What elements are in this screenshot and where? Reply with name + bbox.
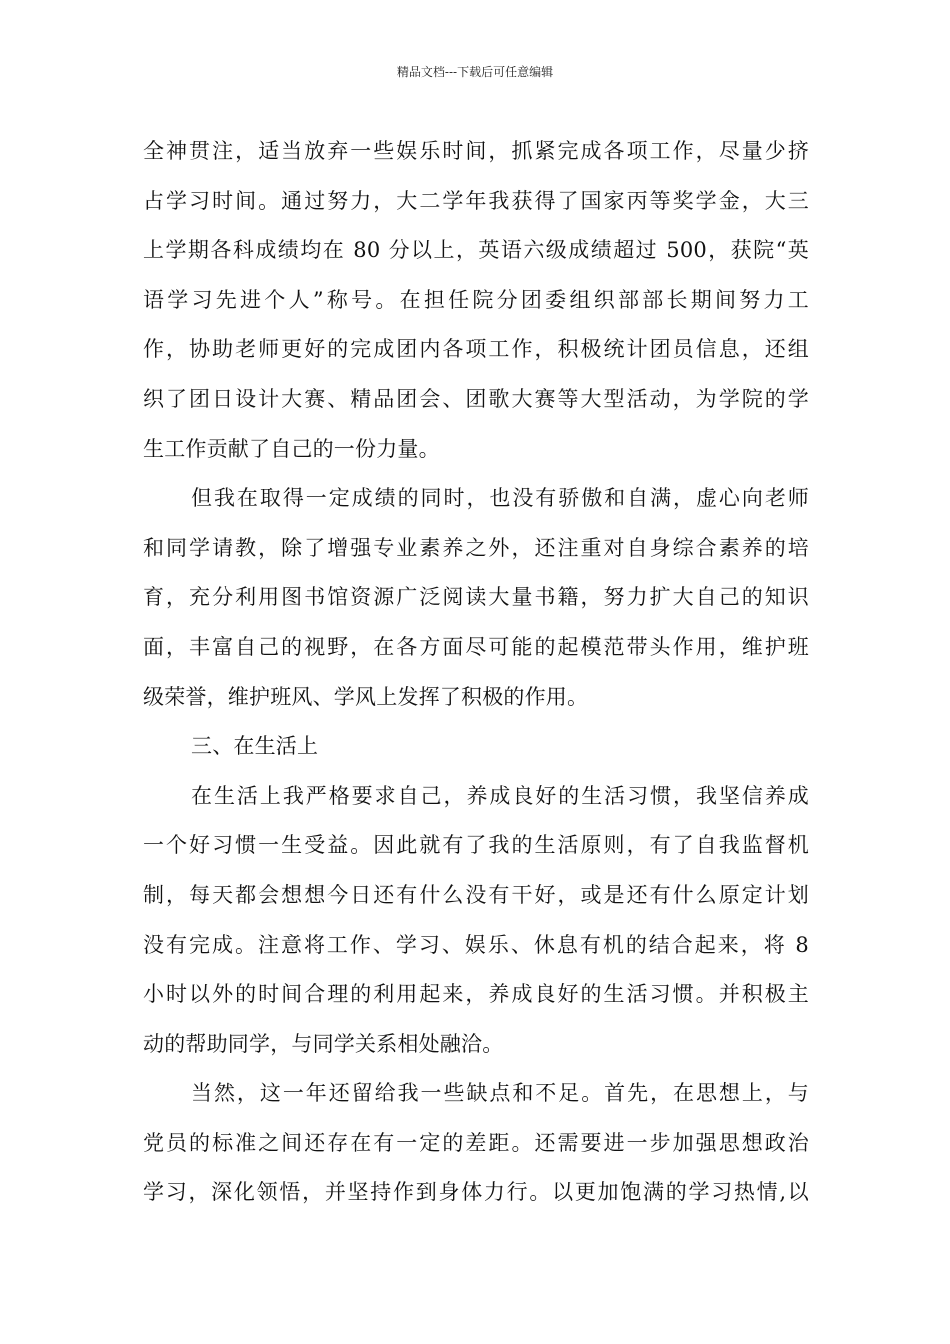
text-line: 一个好习惯一生受益。因此就有了我的生活原则，有了自我监督机 [143,833,809,858]
text-line: 占学习时间。通过努力，大二学年我获得了国家丙等奖学金，大三 [143,188,809,213]
paragraph-first-line: 在生活上我严格要求自己，养成良好的生活习惯，我坚信养成 [191,783,809,808]
text-line: 没有完成。注意将工作、学习、娱乐、休息有机的结合起来，将 8 [143,932,809,957]
text-line: 语学习先进个人”称号。在担任院分团委组织部部长期间努力工 [143,287,809,312]
paragraph-first-line: 当然，这一年还留给我一些缺点和不足。首先，在思想上，与 [191,1081,809,1106]
section-heading: 三、在生活上 [191,734,319,759]
text-line: 织了团日设计大赛、精品团会、团歌大赛等大型活动，为学院的学 [143,386,809,411]
document-body [143,127,809,1218]
text-line: 学习，深化领悟，并坚持作到身体力行。以更加饱满的学习热情,以 [143,1180,809,1205]
text-line: 党员的标准之间还存在有一定的差距。还需要进一步加强思想政治 [143,1130,809,1155]
text-line: 育，充分利用图书馆资源广泛阅读大量书籍，努力扩大自己的知识 [143,585,809,610]
paragraph-first-line: 但我在取得一定成绩的同时，也没有骄傲和自满，虚心向老师 [191,486,809,511]
text-line: 全神贯注，适当放弃一些娱乐时间，抓紧完成各项工作，尽量少挤 [143,139,809,163]
text-line: 面，丰富自己的视野，在各方面尽可能的起模范带头作用，维护班 [143,634,809,659]
text-line: 制，每天都会想想今日还有什么没有干好，或是还有什么原定计划 [143,882,809,907]
text-line: 小时以外的时间合理的利用起来，养成良好的生活习惯。并积极主 [143,982,809,1007]
text-line: 和同学请教，除了增强专业素养之外，还注重对自身综合素养的培 [143,535,809,560]
text-line: 生工作贡献了自己的一份力量。 [143,436,440,461]
text-line: 上学期各科成绩均在 80 分以上，英语六级成绩超过 500，获院“英 [143,238,809,263]
page-header: 精品文档---下载后可任意编辑 [396,65,554,79]
text-line: 级荣誉，维护班风、学风上发挥了积极的作用。 [143,684,589,709]
text-line: 作，协助老师更好的完成团内各项工作，积极统计团员信息，还组 [143,337,809,362]
text-line: 动的帮助同学，与同学关系相处融洽。 [143,1031,504,1056]
